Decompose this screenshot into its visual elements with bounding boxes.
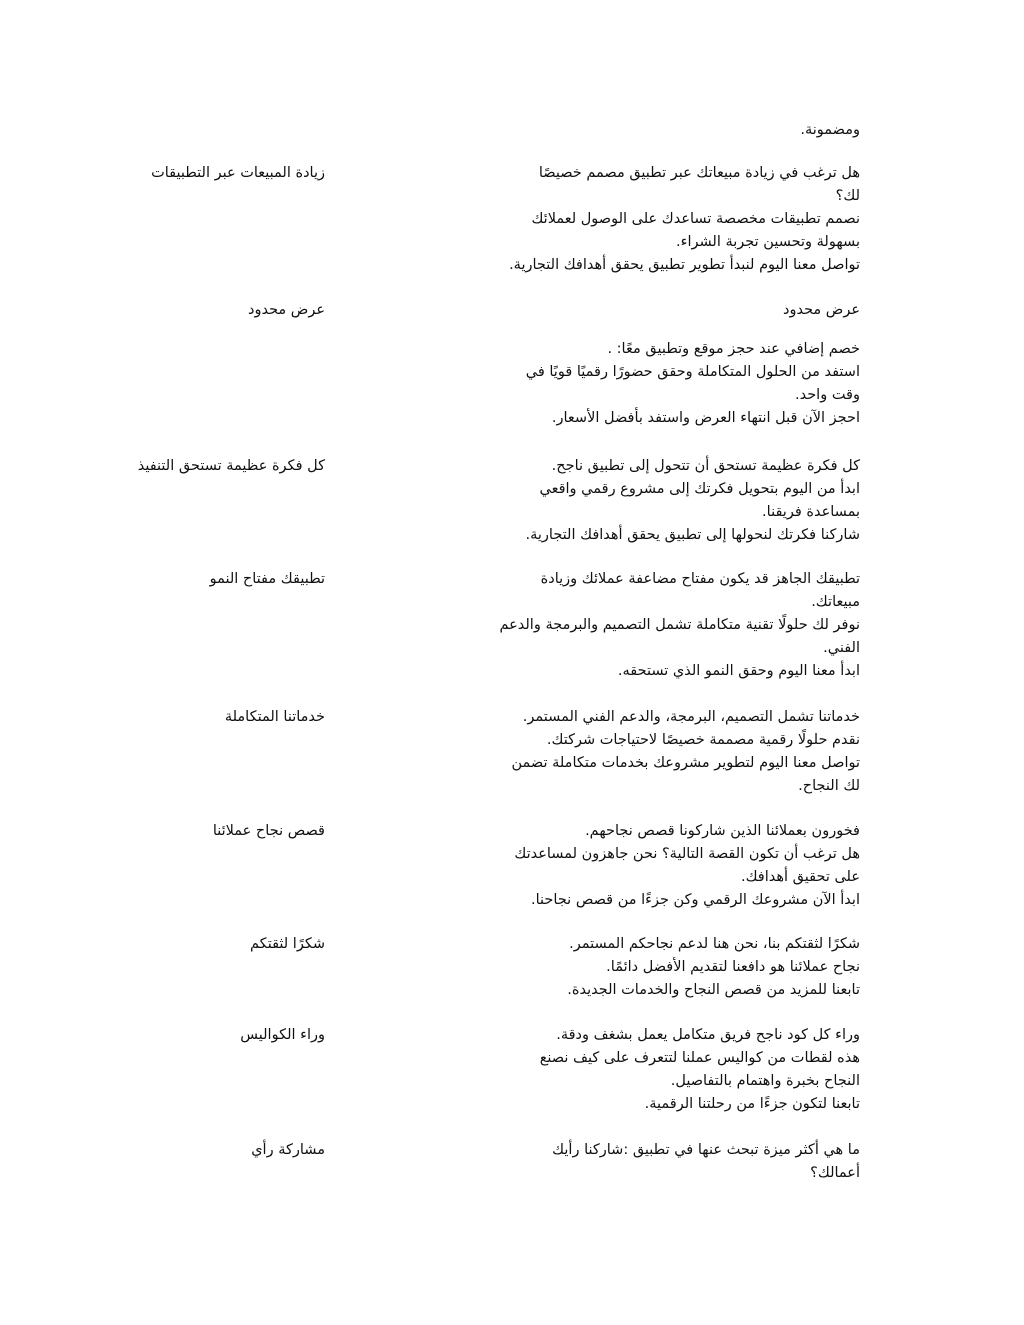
body-line: شاركنا فكرتك لنحولها إلى تطبيق يحقق أهدافك التجارية.	[525, 527, 860, 543]
body-line: على تحقيق أهدافك.	[740, 869, 860, 885]
body-line: تطبيقك الجاهز قد يكون مفتاح مضاعفة عملائك وزيادة	[540, 571, 860, 587]
section-body	[500, 1024, 860, 1116]
section-title	[140, 706, 325, 729]
body-line: ما هي أكثر ميزة تبحث عنها في تطبيق :شاركنا رأيك	[552, 1142, 860, 1158]
body-line: لك النجاح.	[798, 778, 860, 794]
section-body	[500, 568, 860, 683]
body-line: ابدأ معنا اليوم وحقق النمو الذي تستحقه.	[617, 663, 860, 679]
section-title	[140, 1024, 325, 1047]
body-line: أعمالك؟	[810, 1165, 860, 1181]
body-line: وراء كل كود ناجح فريق متكامل يعمل بشغف ودقة.	[556, 1027, 860, 1043]
body-line: كل فكرة عظيمة تستحق أن تتحول إلى تطبيق ناجح.	[551, 458, 860, 474]
section-title-text: شكرًا لثقتكم	[250, 936, 325, 952]
section-title-text: زيادة المبيعات عبر التطبيقات	[151, 165, 325, 181]
body-spacer	[500, 322, 860, 338]
section-title-text: وراء الكواليس	[240, 1027, 325, 1043]
section-body	[500, 706, 860, 798]
body-line: هذه لقطات من كواليس عملنا لتتعرف على كيف نصنع	[539, 1050, 860, 1066]
section-body	[500, 299, 860, 430]
section-title-text: تطبيقك مفتاح النمو	[209, 571, 325, 587]
section-body	[500, 820, 860, 912]
section-title-text: خدماتنا المتكاملة	[224, 709, 325, 725]
section-body	[500, 1139, 860, 1185]
body-line: نجاح عملائنا هو دافعنا لتقديم الأفضل دائمًا.	[606, 959, 860, 975]
body-line: لك؟	[835, 188, 860, 204]
body-line: تابعنا للمزيد من قصص النجاح والخدمات الجديدة.	[567, 982, 860, 998]
section-body	[500, 933, 860, 1002]
body-line: نصمم تطبيقات مخصصة تساعدك على الوصول لعملائك	[531, 211, 860, 227]
body-line: مبيعاتك.	[811, 594, 860, 610]
body-line: ابدأ من اليوم بتحويل فكرتك إلى مشروع رقمي واقعي	[539, 481, 860, 497]
section-title-text: عرض محدود	[248, 302, 325, 318]
body-line: تواصل معنا اليوم لنبدأ تطوير تطبيق يحقق أهدافك التجارية.	[509, 257, 860, 273]
section-title	[140, 299, 325, 322]
body-line: شكرًا لثقتكم بنا، نحن هنا لدعم نجاحكم المستمر.	[569, 936, 860, 952]
body-line: بسهولة وتحسين تجربة الشراء.	[676, 234, 860, 250]
body-line: تابعنا لتكون جزءًا من رحلتنا الرقمية.	[644, 1096, 860, 1112]
body-line: وقت واحد.	[795, 387, 860, 403]
body-line: خصم إضافي عند حجز موقع وتطبيق معًا: .	[607, 341, 860, 357]
section-title	[140, 933, 325, 956]
body-line: ابدأ الآن مشروعك الرقمي وكن جزءًا من قصص نجاحنا.	[531, 892, 860, 908]
body-line: خدماتنا تشمل التصميم، البرمجة، والدعم الفني المستمر.	[522, 709, 860, 725]
section-title	[140, 162, 325, 185]
section-title	[140, 1139, 325, 1162]
section-body	[500, 455, 860, 547]
section-title	[140, 568, 325, 591]
body-line: النجاح بخبرة واهتمام بالتفاصيل.	[670, 1073, 860, 1089]
body-line: عرض محدود	[783, 302, 860, 318]
body-line: نقدم حلولًا رقمية مصممة خصيصًا لاحتياجات شركتك.	[546, 732, 860, 748]
section-title-text: مشاركة رأي	[251, 1142, 325, 1158]
body-line: بمساعدة فريقنا.	[762, 504, 860, 520]
intro-text	[500, 119, 860, 142]
section-title	[140, 820, 325, 843]
section-title-text: قصص نجاح عملائنا	[212, 823, 325, 839]
body-line: احجز الآن قبل انتهاء العرض واستفد بأفضل الأسعار.	[551, 410, 860, 426]
body-line: استفد من الحلول المتكاملة وحقق حضورًا رقميًا قويًا في	[525, 364, 860, 380]
body-line: هل ترغب في زيادة مبيعاتك عبر تطبيق مصمم خصيصًا	[538, 165, 860, 181]
section-body	[500, 162, 860, 277]
body-line: نوفر لك حلولًا تقنية متكاملة تشمل التصميم والبرمجة والدعم	[499, 617, 860, 633]
section-title-text: كل فكرة عظيمة تستحق التنفيذ	[137, 458, 325, 474]
section-title	[137, 455, 325, 478]
body-line: الفني.	[823, 640, 860, 656]
body-line: هل ترغب أن تكون القصة التالية؟ نحن جاهزون لمساعدتك	[514, 846, 860, 862]
intro-line: ومضمونة.	[800, 122, 860, 138]
body-line: فخورون بعملائنا الذين شاركونا قصص نجاحهم.	[585, 823, 860, 839]
body-line: تواصل معنا اليوم لتطوير مشروعك بخدمات متكاملة تضمن	[511, 755, 860, 771]
